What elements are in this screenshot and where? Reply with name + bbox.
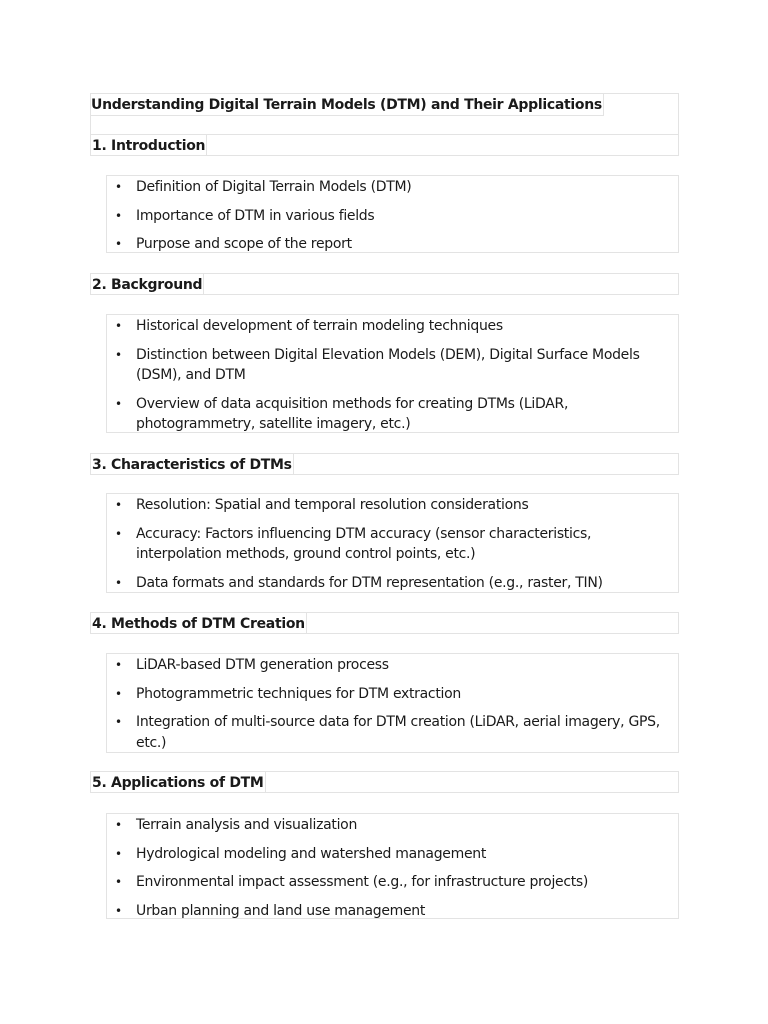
section-heading-introduction — [90, 134, 679, 156]
list-item: • Definition of Digital Terrain Models (DTM) — [107, 177, 670, 198]
section-heading-methods — [90, 612, 679, 634]
bullet-icon: • — [115, 180, 122, 194]
list-item: • Importance of DTM in various fields — [107, 206, 670, 227]
list-item: • Hydrological modeling and watershed management — [107, 844, 670, 865]
bullet-icon: • — [115, 208, 122, 223]
list-item: • Photogrammetric techniques for DTM extraction — [107, 684, 670, 705]
bullet-icon: • — [115, 575, 122, 590]
section-heading-text: 1. Introduction — [90, 134, 207, 156]
list-item: • Overview of data acquisition methods for creating DTMs (LiDAR, photogrammetry, satellite imagery, etc.) — [115, 395, 569, 432]
bullet-icon: • — [115, 846, 122, 861]
section-heading-applications — [90, 771, 679, 793]
document-title: Understanding Digital Terrain Models (DTM) and Their Applications — [90, 93, 604, 116]
bullet-icon: • — [115, 715, 122, 729]
bullet-icon: • — [115, 686, 122, 701]
section-heading-background — [90, 273, 679, 295]
bullet-icon: • — [115, 396, 122, 411]
list-item: • Accuracy: Factors influencing DTM accuracy (sensor characteristics, interpolation methods, ground control points, etc.) — [115, 525, 592, 562]
section-list-background — [106, 314, 679, 433]
bullet-icon: • — [115, 818, 122, 832]
bullet-icon: • — [115, 347, 122, 362]
section-list-characteristics — [106, 493, 679, 593]
list-item: • Purpose and scope of the report — [107, 234, 670, 255]
bullet-icon: • — [115, 498, 122, 512]
section-heading-characteristics — [90, 453, 679, 475]
list-item: • Historical development of terrain modeling techniques — [107, 316, 670, 337]
section-list-introduction — [106, 175, 679, 253]
bullet-icon: • — [115, 658, 122, 672]
section-heading-text: 3. Characteristics of DTMs — [90, 453, 294, 475]
bullet-icon: • — [115, 237, 122, 251]
list-item: • Terrain analysis and visualization — [107, 815, 670, 836]
bullet-icon: • — [115, 526, 122, 541]
list-item: • Environmental impact assessment (e.g., for infrastructure projects) — [107, 872, 670, 893]
section-list-applications — [106, 813, 679, 919]
section-heading-text: 2. Background — [90, 273, 204, 295]
section-heading-text: 5. Applications of DTM — [90, 771, 266, 793]
bullet-icon: • — [115, 875, 122, 889]
section-heading-text: 4. Methods of DTM Creation — [90, 612, 307, 634]
list-item: • Distinction between Digital Elevation Models (DEM), Digital Surface Models (DSM), and DTM — [115, 346, 640, 383]
list-item: • Resolution: Spatial and temporal resolution considerations — [107, 495, 670, 516]
list-item: • LiDAR-based DTM generation process — [107, 655, 670, 676]
bullet-icon: • — [115, 319, 122, 333]
section-list-methods — [106, 653, 679, 753]
list-item: • Data formats and standards for DTM representation (e.g., raster, TIN) — [107, 573, 670, 594]
list-item: • Integration of multi-source data for DTM creation (LiDAR, aerial imagery, GPS, etc.) — [115, 714, 660, 751]
list-item: • Urban planning and land use management — [107, 901, 670, 922]
bullet-icon: • — [115, 903, 122, 918]
